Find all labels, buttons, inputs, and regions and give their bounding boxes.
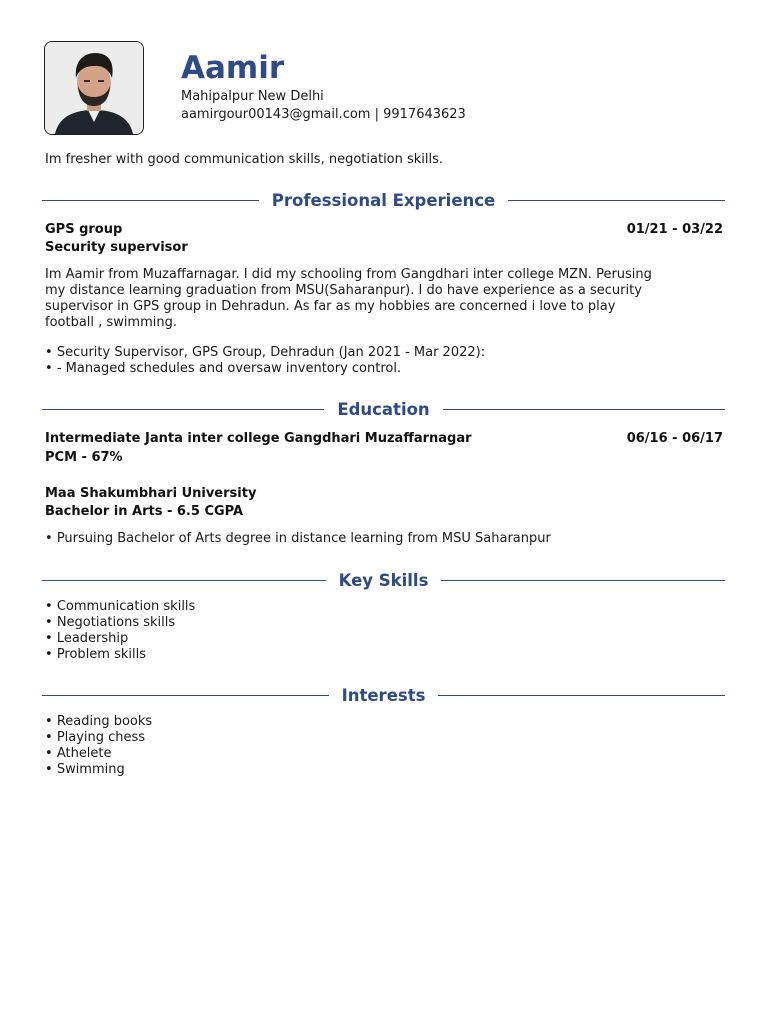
list-item: • Security Supervisor, GPS Group, Dehradun (Jan 2021 - Mar 2022):	[45, 345, 485, 361]
list-item: • Reading books	[45, 714, 152, 730]
divider-rule	[508, 200, 725, 201]
description-line: Im Aamir from Muzaffarnagar. I did my schooling from Gangdhari inter college MZN. Perusing	[45, 267, 652, 282]
section-title-experience: Professional Experience	[271, 190, 496, 210]
experience-description	[45, 267, 725, 331]
divider-rule	[42, 200, 259, 201]
section-title-skills: Key Skills	[338, 570, 429, 590]
list-item: • - Managed schedules and oversaw inventory control.	[45, 361, 485, 377]
education-detail: Bachelor in Arts - 6.5 CGPA	[45, 504, 244, 519]
candidate-name: Aamir	[181, 50, 285, 86]
contact-info: aamirgour00143@gmail.com | 9917643623	[181, 107, 466, 122]
section-header-interests	[42, 683, 725, 707]
education-entry-row	[45, 430, 723, 448]
experience-bullets	[45, 345, 485, 377]
address: Mahipalpur New Delhi	[181, 89, 324, 104]
list-item: • Problem skills	[45, 647, 195, 663]
education-school: Intermediate Janta inter college Gangdhari Muzaffarnagar	[45, 431, 472, 446]
list-item: • Pursuing Bachelor of Arts degree in distance learning from MSU Saharanpur	[45, 531, 551, 547]
experience-company-row	[45, 221, 723, 239]
experience-dates: 01/21 - 03/22	[626, 222, 723, 237]
section-header-skills	[42, 568, 725, 592]
education-school: Maa Shakumbhari University	[45, 486, 257, 501]
divider-rule	[42, 580, 326, 581]
list-item: • Negotiations skills	[45, 615, 195, 631]
skills-list	[45, 599, 195, 663]
description-line: football , swimming.	[45, 315, 177, 330]
description-line: my distance learning graduation from MSU(Saharanpur). I do have experience as a security	[45, 283, 642, 298]
experience-role: Security supervisor	[45, 240, 188, 255]
list-item: • Playing chess	[45, 730, 152, 746]
list-item: • Leadership	[45, 631, 195, 647]
divider-rule	[42, 695, 329, 696]
education-dates: 06/16 - 06/17	[626, 431, 723, 446]
list-item: • Swimming	[45, 762, 152, 778]
summary-text: Im fresher with good communication skills, negotiation skills.	[45, 152, 444, 167]
divider-rule	[42, 409, 324, 410]
education-bullets	[45, 531, 551, 547]
profile-photo	[44, 41, 144, 135]
section-header-education	[42, 397, 725, 421]
divider-rule	[443, 409, 725, 410]
divider-rule	[438, 695, 725, 696]
list-item: • Athelete	[45, 746, 152, 762]
education-entry-row	[45, 485, 723, 503]
interests-list	[45, 714, 152, 778]
experience-company: GPS group	[45, 222, 123, 237]
section-title-education: Education	[337, 399, 430, 419]
section-header-experience	[42, 188, 725, 212]
section-title-interests: Interests	[341, 685, 426, 705]
description-line: supervisor in GPS group in Dehradun. As far as my hobbies are concerned i love to play	[45, 299, 616, 314]
list-item: • Communication skills	[45, 599, 195, 615]
divider-rule	[441, 580, 725, 581]
education-detail: PCM - 67%	[45, 450, 123, 465]
profile-photo-image	[45, 42, 143, 134]
